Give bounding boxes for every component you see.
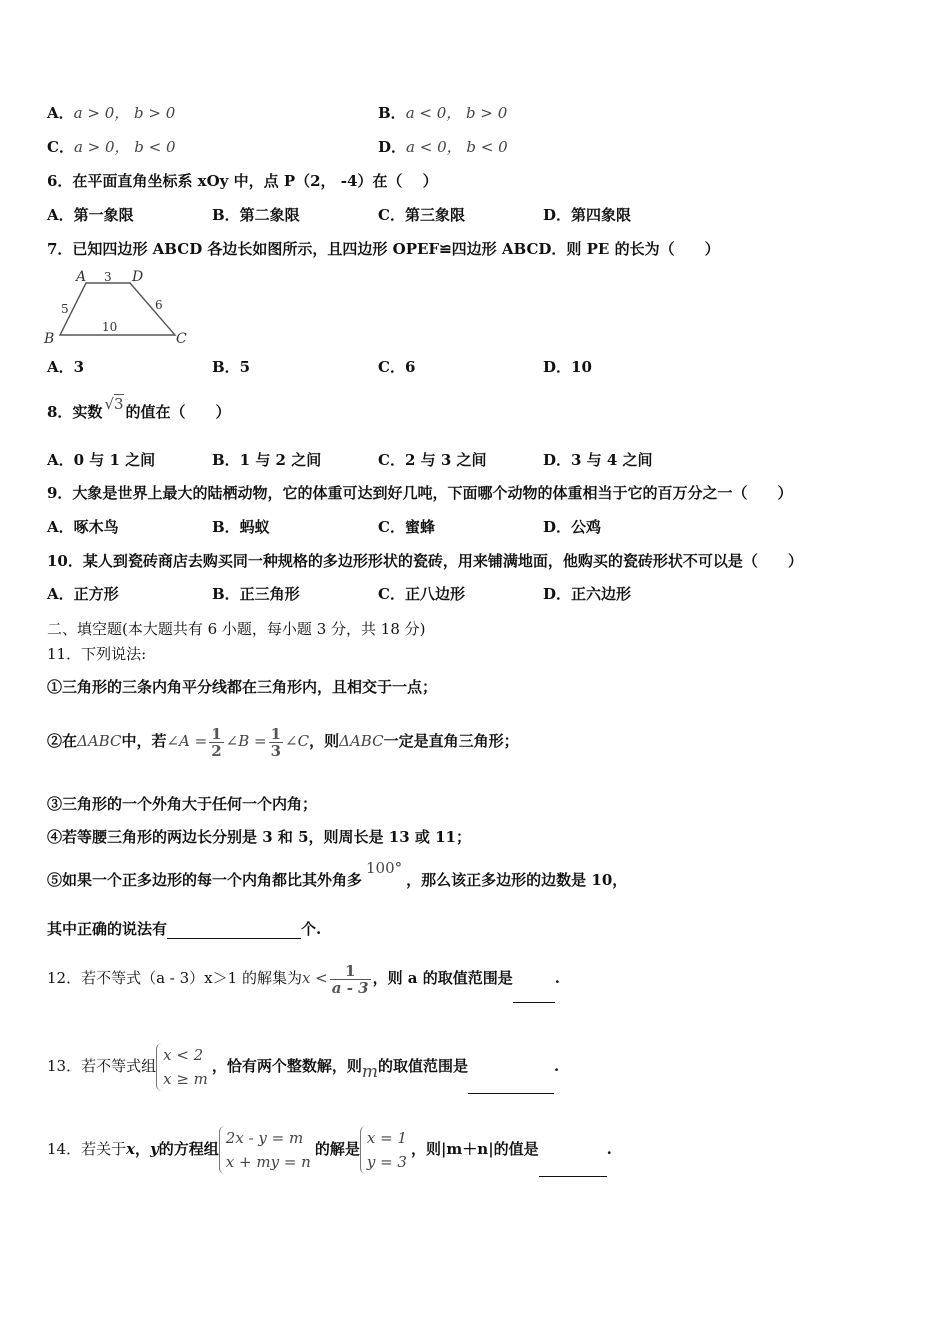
q6-text: 6．在平面直角坐标系 xOy 中，点 P（2， -4）在（ ） [47,172,438,190]
q7-trapezoid-figure [40,265,200,350]
q7-option-d: D．10 [543,358,592,376]
q11-statement-2: ②在ΔABC中，若∠A = $\frac{1}{2}$ ∠B = $\frac{1}{3}$ ∠C，则ΔABC一定是直角三角形； [47,724,519,760]
q12-answer-blank[interactable] [513,952,555,1003]
q14-answer-blank[interactable] [539,1120,607,1177]
q9-option-b: B．蚂蚁 [212,518,270,536]
q11-statement-3: ③三角形的一个外角大于任何一个内角； [47,795,318,813]
q11-statement-1: ①三角形的三条内角平分线都在三角形内，且相交于一点； [47,678,438,696]
q14-text: 14．若关于x，y的方程组 2x - y = m x + my = n 的解是 x = 1 y = 3 ，则|m＋n|的值是 . [47,1120,612,1177]
q8-option-c: C．2 与 3 之间 [378,451,487,469]
q9-option-d: D．公鸡 [543,518,602,536]
q7-option-c: C．6 [378,358,416,376]
q11-statement-4: ④若等腰三角形的两边长分别是 3 和 5，则周长是 13 或 11； [47,828,471,846]
q13-answer-blank[interactable] [468,1037,554,1094]
vertex-c-label: C [176,331,187,347]
fraction-one-half: $\frac{1}{2}$ [211,724,222,760]
q10-option-d: D．正六边形 [543,585,632,603]
q11-intro: 11．下列说法: [47,645,147,663]
q5-option-c: C．a > 0， b < 0 [47,138,176,156]
q8-text: 8．实数 √3 的值在（ ） [47,395,231,421]
q9-option-c: C．蜜蜂 [378,518,435,536]
side-right-label: 6 [155,298,163,312]
q11-answer-blank[interactable] [167,918,301,939]
fraction-one-third: $\frac{1}{3}$ [270,724,282,760]
q10-option-c: C．正八边形 [378,585,465,603]
q13-text: 13．若不等式组 x < 2 x ≥ m ，恰有两个整数解，则m的取值范围是 . [47,1037,559,1094]
q9-text: 9．大象是世界上最大的陆栖动物，它的体重可达到好几吨，下面哪个动物的体重相当于它的百万分之一（ ） [47,484,793,502]
q10-option-a: A．正方形 [47,585,119,603]
q7-option-b: B．5 [212,358,251,376]
q14-equation-system: 2x - y = m x + my = n [219,1126,315,1174]
q8-option-d: D．3 与 4 之间 [543,451,653,469]
vertex-d-label: D [132,269,144,285]
q10-text: 10．某人到瓷砖商店去购买同一种规格的多边形形状的瓷砖，用来铺满地面，他购买的瓷砖形状不可以是（ ） [47,552,803,570]
q6-option-b: B．第二象限 [212,206,300,224]
q5-option-b: B．a < 0， b > 0 [378,104,508,122]
side-bottom-label: 10 [102,320,118,334]
q8-option-b: B．1 与 2 之间 [212,451,322,469]
q7-option-a: A．3 [47,358,85,376]
q8-option-a: A．0 与 1 之间 [47,451,156,469]
side-left-label: 5 [61,302,69,316]
q6-option-d: D．第四象限 [543,206,632,224]
q14-solution-system: x = 1 y = 3 [360,1126,411,1174]
q13-inequality-system: x < 2 x ≥ m [156,1043,212,1091]
q6-option-a: A．第一象限 [47,206,134,224]
section-2-heading: 二、填空题(本大题共有 6 小题，每小题 3 分，共 18 分) [47,620,426,638]
q7-text: 7．已知四边形 ABCD 各边长如图所示，且四边形 OPEF≌四边形 ABCD．则 PE 的长为（ ） [47,240,720,258]
vertex-b-label: B [44,331,55,347]
fraction-one-over-a-minus-3: $\frac{1}{a - 3}$ [331,961,369,997]
q11-conclusion: 其中正确的说法有 个. [47,920,322,938]
vertex-a-label: A [76,269,87,285]
sqrt-3: √3 [104,395,124,413]
q12-text: 12．若不等式（a - 3）x＞1 的解集为x < $\frac{1}{a - 3}$ ，则 a 的取值范围是 . [47,952,560,1003]
q9-option-a: A．啄木鸟 [47,518,119,536]
q5-option-d: D．a < 0， b < 0 [378,138,508,156]
q6-option-c: C．第三象限 [378,206,465,224]
q10-option-b: B．正三角形 [212,585,300,603]
side-top-label: 3 [104,270,112,284]
q11-statement-5: ⑤如果一个正多边形的每一个内角都比其外角多100°，那么该正多边形的边数是 10， [47,859,628,889]
q5-option-a: A．a > 0， b > 0 [47,104,176,122]
